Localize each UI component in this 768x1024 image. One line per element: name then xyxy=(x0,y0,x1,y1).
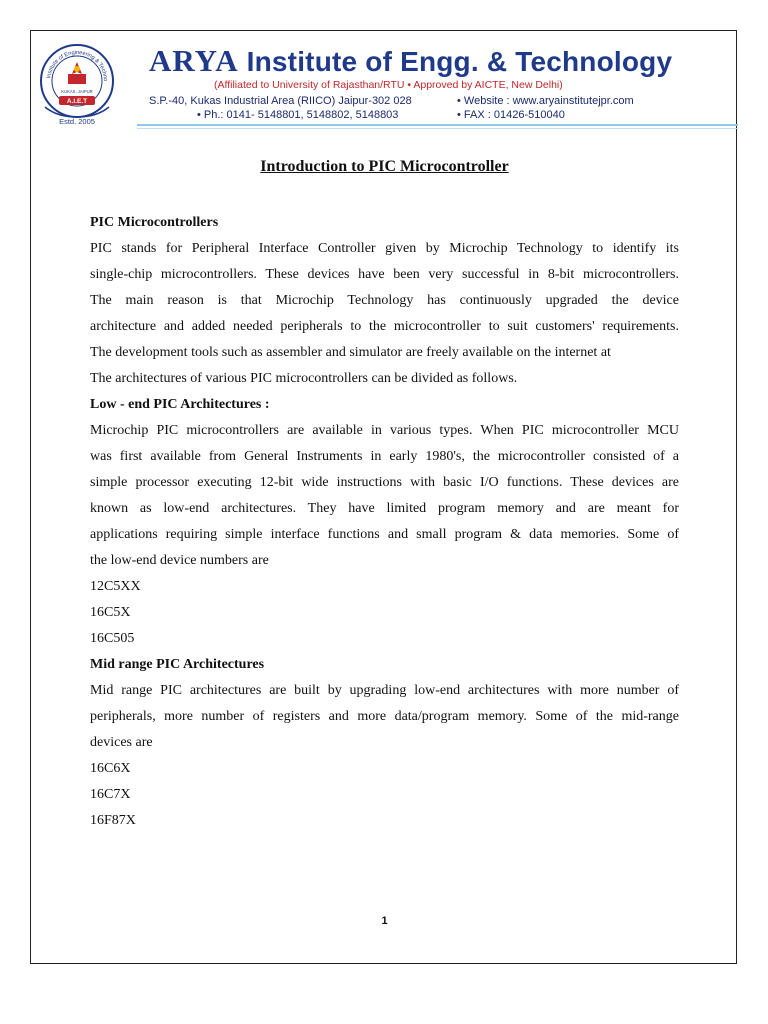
body-line: 16C505 xyxy=(90,631,135,646)
section-heading: Mid range PIC Architectures xyxy=(90,657,265,672)
body-line: was first available from General Instruments in early 1980's, the microcontroller consisted of a xyxy=(90,449,679,464)
body-line: simple processor executing 12-bit wide instructions with basic I/O functions. These devices are xyxy=(90,475,679,490)
body-line: The main reason is that Microchip Technology has continuously upgraded the device xyxy=(90,293,679,308)
body-line: Mid range PIC architectures are built by upgrading low-end architectures with more number of xyxy=(90,683,679,698)
body-line: 16C7X xyxy=(90,787,131,802)
page-frame xyxy=(30,30,737,964)
svg-text:Estd. 2005: Estd. 2005 xyxy=(59,117,95,126)
body-line: known as low-end architectures. They have limited program memory and are meant for xyxy=(90,501,679,516)
institute-name-rest: Institute of Engg. & Technology xyxy=(246,46,673,77)
body-line: Microchip PIC microcontrollers are available in various types. When PIC microcontroller MCU xyxy=(90,423,679,438)
body-line: peripherals, more number of registers and more data/program memory. Some of the mid-range xyxy=(90,709,679,724)
institute-logo-icon xyxy=(37,41,117,126)
body-line: devices are xyxy=(90,735,153,750)
fax-line: • FAX : 01426-510040 xyxy=(457,109,565,121)
page-number: 1 xyxy=(381,915,388,927)
body-line: PIC stands for Peripheral Interface Controller given by Microchip Technology to identify its xyxy=(90,241,679,256)
body-line: the low-end device numbers are xyxy=(90,553,269,568)
svg-text:A.I.E.T: A.I.E.T xyxy=(66,98,88,105)
document-title: Introduction to PIC Microcontroller xyxy=(260,158,509,175)
website-line: • Website : www.aryainstitutejpr.com xyxy=(457,95,634,107)
address-line: S.P.-40, Kukas Industrial Area (RIICO) Jaipur-302 028 xyxy=(149,95,412,107)
body-line: 16C5X xyxy=(90,605,131,620)
letterhead xyxy=(31,31,738,131)
body-line: 12C5XX xyxy=(90,579,141,594)
svg-text:Arya Institute of Engineering: Institute of Engineering & Techno xyxy=(46,49,109,82)
institute-name xyxy=(149,45,672,78)
phone-line: • Ph.: 0141- 5148801, 5148802, 5148803 xyxy=(197,109,399,121)
body-line: The architectures of various PIC microcontrollers can be divided as follows. xyxy=(90,371,518,386)
section-heading: Low - end PIC Architectures : xyxy=(90,397,270,412)
body-line: applications requiring simple interface functions and small program & data memories. Some of xyxy=(90,527,679,542)
body-line: architecture and added needed peripherals to the microcontroller to suit customers' requirements. xyxy=(90,319,679,334)
body-line: 16C6X xyxy=(90,761,131,776)
body-line: The development tools such as assembler and simulator are freely available on the internet at xyxy=(90,345,611,360)
section-heading: PIC Microcontrollers xyxy=(90,215,219,230)
affiliation-line: (Affiliated to University of Rajasthan/RTU • Approved by AICTE, New Delhi) xyxy=(214,79,563,91)
header-rule xyxy=(137,124,738,126)
header-rule-thin xyxy=(137,128,738,129)
body-line: single-chip microcontrollers. These devices have been very successful in 8-bit microcontrollers. xyxy=(90,267,679,282)
svg-text:KUKAS, JAIPUR: KUKAS, JAIPUR xyxy=(61,89,93,94)
document-body xyxy=(90,210,679,834)
institute-name-arya: ARYA xyxy=(149,43,239,78)
body-line: 16F87X xyxy=(90,813,136,828)
